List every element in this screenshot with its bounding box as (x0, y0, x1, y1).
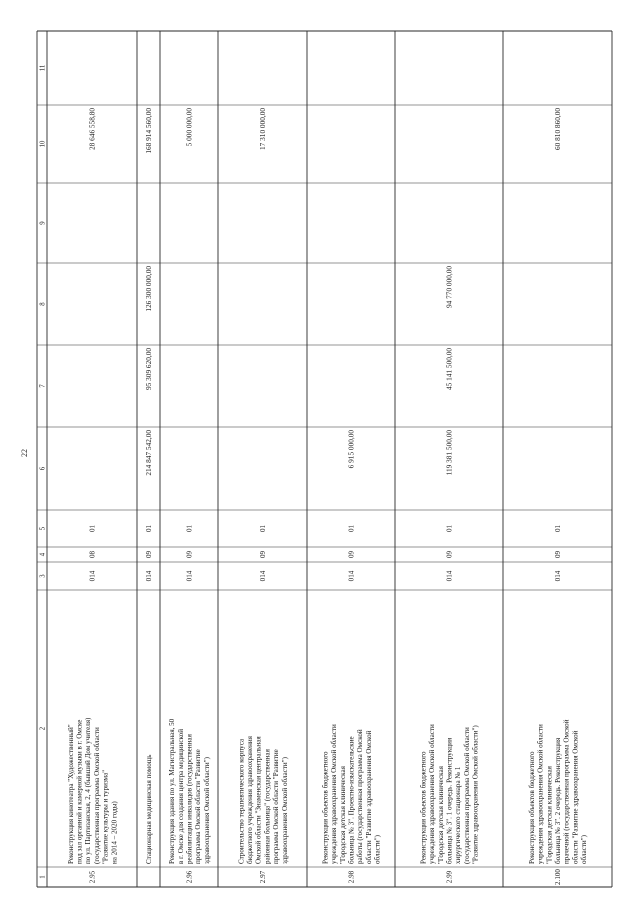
column-number: 7 (39, 384, 47, 388)
row-section: 09 (554, 550, 562, 559)
row-code: 014 (445, 570, 454, 582)
row-code: 014 (88, 570, 97, 582)
row-name-line: под зал органной и камерной музыки в г. Омске (75, 719, 84, 864)
row-subsection: 01 (554, 524, 562, 533)
amount-col8: 94 770 000,00 (444, 266, 454, 308)
row-name-line: прачечной (государственная программа Омской (562, 719, 571, 864)
row-name-line: области "Развитие здравоохранения Омской (364, 730, 373, 864)
row-name-line: Реконструкция объектов бюджетного (321, 751, 330, 864)
row-name-line: программа Омской области "Развитие (272, 749, 281, 864)
row-name-line: программа Омской области "Развитие (194, 749, 203, 864)
amount-col6: 214 847 542,00 (144, 430, 153, 476)
row-section: 08 (88, 550, 97, 559)
row-name-line: Реконструкция здания по ул. Магистральная, 50 (168, 718, 177, 864)
row-num: 2.97 (259, 870, 267, 884)
row-subsection: 01 (145, 524, 153, 533)
amount-col6: 119 381 500,00 (444, 430, 454, 476)
row-section: 09 (445, 550, 454, 559)
row-name-line: работы (государственная программа Омской (356, 729, 365, 864)
row-code: 014 (185, 570, 194, 582)
row-name-line: (государственная программа Омской области (92, 727, 101, 864)
row-name-line: по ул. Партизанская, 2, 4 (бывший Дом учителя) (84, 717, 93, 864)
row-code: 014 (145, 570, 153, 582)
row-name-line: Реконструкция кинотеатра "Художественный" (66, 724, 75, 864)
column-number: 6 (39, 466, 47, 471)
column-number: 1 (39, 875, 47, 879)
amount-col8: 126 300 000,00 (144, 266, 153, 312)
row-code: 014 (259, 570, 267, 582)
column-number: 10 (39, 140, 47, 148)
row-name-line: "Городская детская клиническая (436, 766, 445, 864)
row-section: 09 (347, 550, 356, 559)
row-name-line: (государственная программа Омской области (462, 727, 471, 864)
row-name-line: учреждения здравоохранения Омской области (428, 724, 437, 864)
row-subsection: 01 (185, 524, 194, 533)
row-name-line: Реконструкция объектов бюджетного (419, 751, 428, 864)
row-name-line: "Развитие культуры и туризма" (101, 769, 110, 864)
column-number: 5 (39, 526, 47, 531)
row-subsection: 01 (347, 524, 356, 533)
row-name-line: "Городская детская клиническая (545, 766, 554, 864)
row-name-line: бюджетного учреждения здравоохранения (245, 736, 254, 864)
row-name-line: хирургического стационара № 1 (454, 766, 463, 864)
amount-col7: 45 141 500,00 (444, 348, 454, 390)
amount-col7: 95 309 620,00 (144, 348, 153, 390)
row-name-line: области") (373, 835, 382, 864)
row-name-line: Строительство терапевтического корпуса (237, 738, 246, 864)
amount-col10: 5 000 000,00 (184, 108, 194, 147)
row-num: 2.95 (88, 870, 97, 884)
amount-col10: 60 810 860,00 (553, 108, 562, 150)
row-name-line: "Городская детская клиническая (338, 766, 347, 864)
row-name-line: здравоохранения Омской области") (202, 757, 211, 864)
row-subsection: 01 (445, 524, 454, 533)
row-num: 2.98 (347, 870, 356, 884)
row-section: 09 (185, 550, 194, 559)
row-code: 014 (554, 570, 562, 582)
row-name-line: реабилитации инвалидов (государственная (185, 734, 194, 864)
row-name-line: в г. Омске для создания центра медицинской (176, 729, 185, 864)
row-section: 09 (259, 550, 267, 559)
amount-col10: 28 646 558,80 (87, 108, 97, 150)
table-cells (40, 65, 589, 885)
row-name-line: больница № 3". 1 очередь. Реконструкция (445, 737, 454, 864)
column-number: 8 (39, 302, 47, 306)
page-number: 22 (20, 449, 29, 457)
amount-col6: 6 915 000,00 (346, 430, 356, 469)
column-number: 9 (39, 221, 47, 225)
row-name-line: районная больница" (государственная (263, 749, 272, 864)
amount-col10: 168 914 560,00 (144, 108, 153, 154)
row-num: 2.96 (185, 870, 194, 884)
row-subsection: 01 (88, 524, 97, 533)
amount-col10: 17 310 000,00 (258, 108, 267, 150)
row-code: 014 (347, 570, 356, 582)
row-section: 09 (145, 550, 153, 559)
row-name-line: области") (580, 835, 589, 864)
row-name-line: Омской области "Знаменская центральная (254, 736, 263, 864)
row-name-line: области "Развитие здравоохранения Омской (571, 730, 580, 864)
column-number: 2 (39, 726, 47, 731)
row-name-line: Стационарная медицинская помощь (145, 754, 153, 864)
row-subsection: 01 (259, 524, 267, 533)
row-name-line: больница № 3". Проектно-изыскательские (347, 736, 356, 864)
row-name-line: здравоохранения Омской области") (280, 757, 289, 864)
row-name-line: учреждения здравоохранения Омской области (330, 724, 339, 864)
column-number: 3 (39, 574, 47, 578)
column-number: 4 (39, 552, 47, 557)
row-name-line: на 2014 – 2020 годы) (110, 801, 119, 864)
row-num: 2.100 (554, 869, 562, 885)
row-name-line: больница № 3". 2 очередь. Реконструкция (554, 737, 562, 864)
row-num: 2.99 (445, 870, 454, 884)
row-name-line: "Развитие здравоохранения Омской области") (471, 725, 480, 864)
column-number: 11 (39, 64, 47, 72)
row-name-line: учреждения здравоохранения Омской области (536, 724, 545, 864)
row-name-line: Реконструкция объектов бюджетного (527, 751, 536, 864)
